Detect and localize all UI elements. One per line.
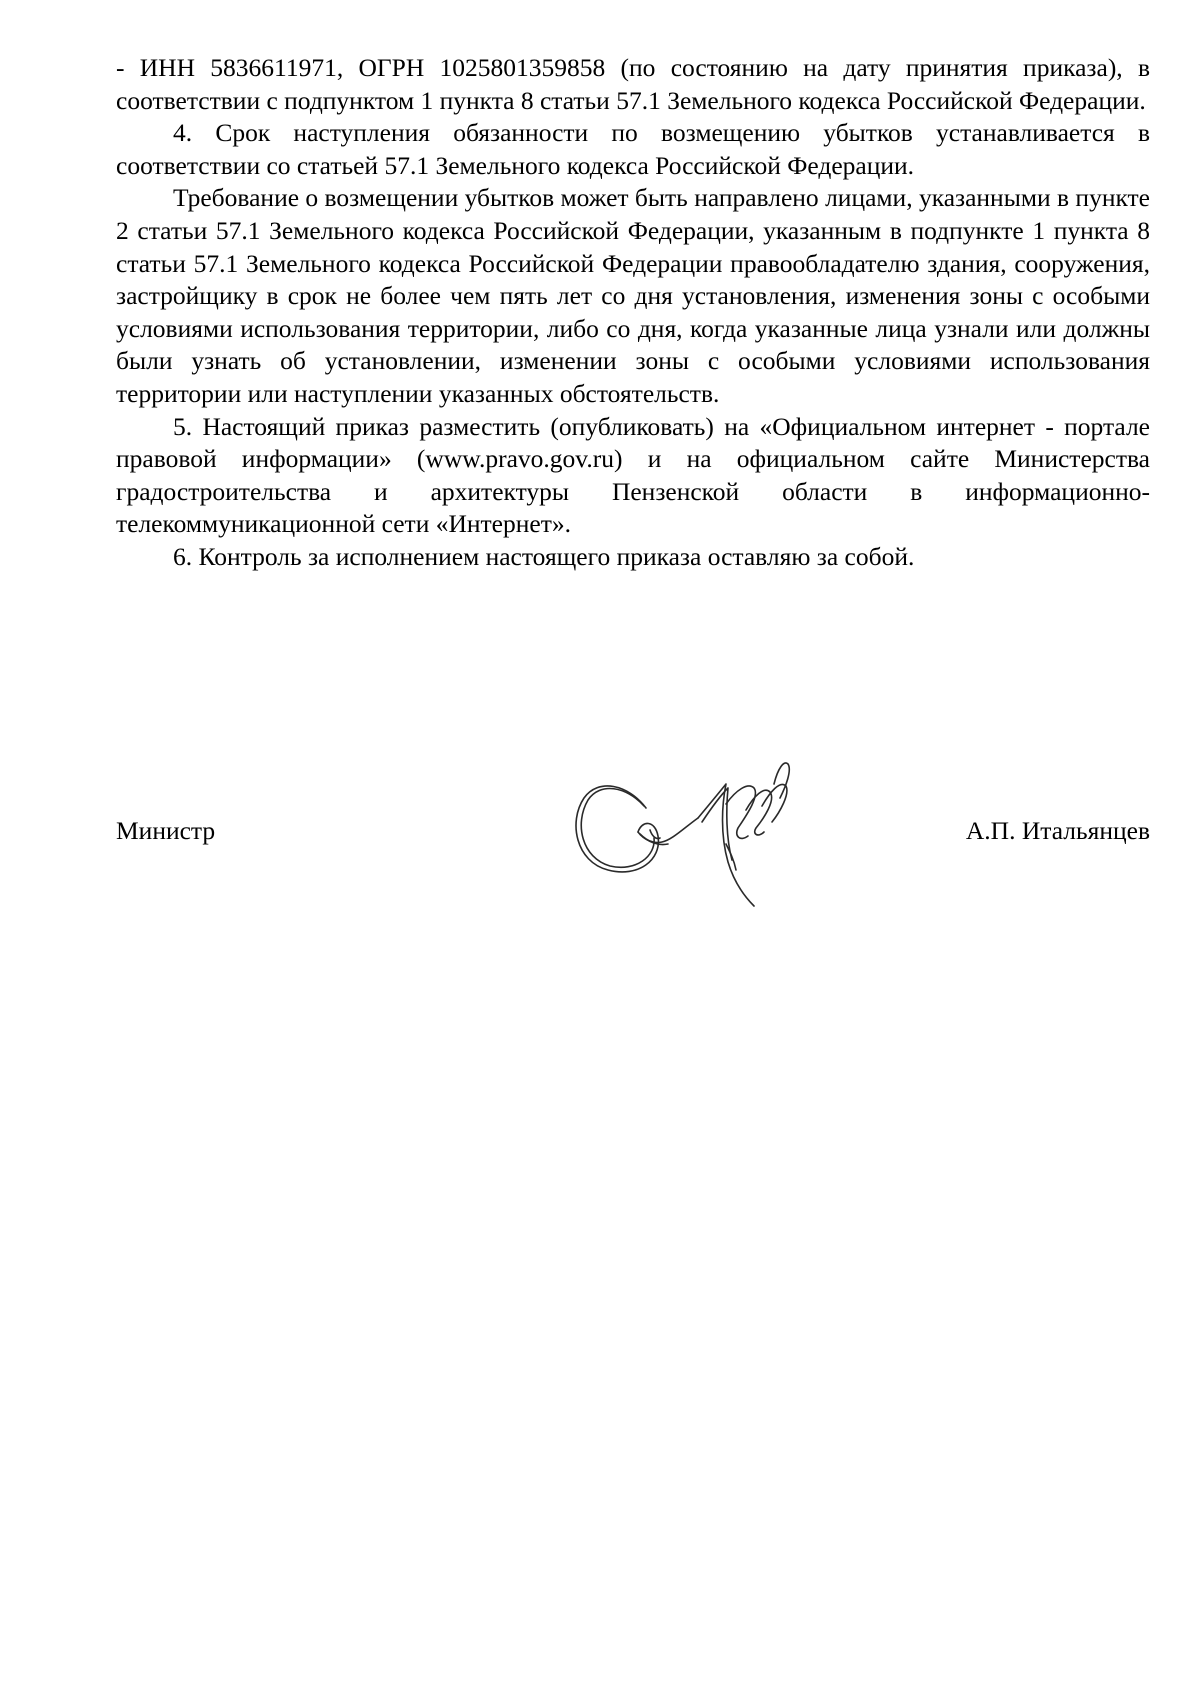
handwritten-signature [558,744,798,914]
paragraph-inn-ogrn: - ИНН 5836611971, ОГРН 1025801359858 (по состоянию на дату принятия приказа), в соответствии с подпунктом 1 пункта 8 статьи 57.1 Земельного кодекса Российской Федерации. [116,53,1150,115]
signatory-title: Министр [116,816,216,845]
paragraph-item-5: 5. Настоящий приказ разместить (опубликовать) на «Официальном интернет - портале правовой информации» (www.pravo.gov.ru) и на официальном сайте Министерства градостроительства и архитектуры Пензенской области в информационно-телекоммуникационной сети «Интернет». [116,411,1150,539]
paragraph-item-4: 4. Срок наступления обязанности по возмещению убытков устанавливается в соответствии со статьей 57.1 Земельного кодекса Российской Федерации. [116,118,1150,180]
paragraph-claim-requirement: Требование о возмещении убытков может быть направлено лицами, указанными в пункте 2 статьи 57.1 Земельного кодекса Российской Федерации, указанным в подпункте 1 пункта 8 статьи 57.1 Земельного кодекса Российской Федерации правообладателю здания, сооружения, застройщику в срок не более чем пять лет со дня установления, изменения зоны с особыми условиями использования территории, либо со дня, когда указанные лица узнали или должны были узнать об установлении, изменении зоны с особыми условиями использования территории или наступлении указанных обстоятельств. [116,183,1150,408]
signature-block [116,750,1150,930]
signatory-name: А.П. Итальянцев [965,816,1150,845]
document-body [116,52,1150,574]
paragraph-item-6: 6. Контроль за исполнением настоящего приказа оставляю за собой. [173,541,915,571]
